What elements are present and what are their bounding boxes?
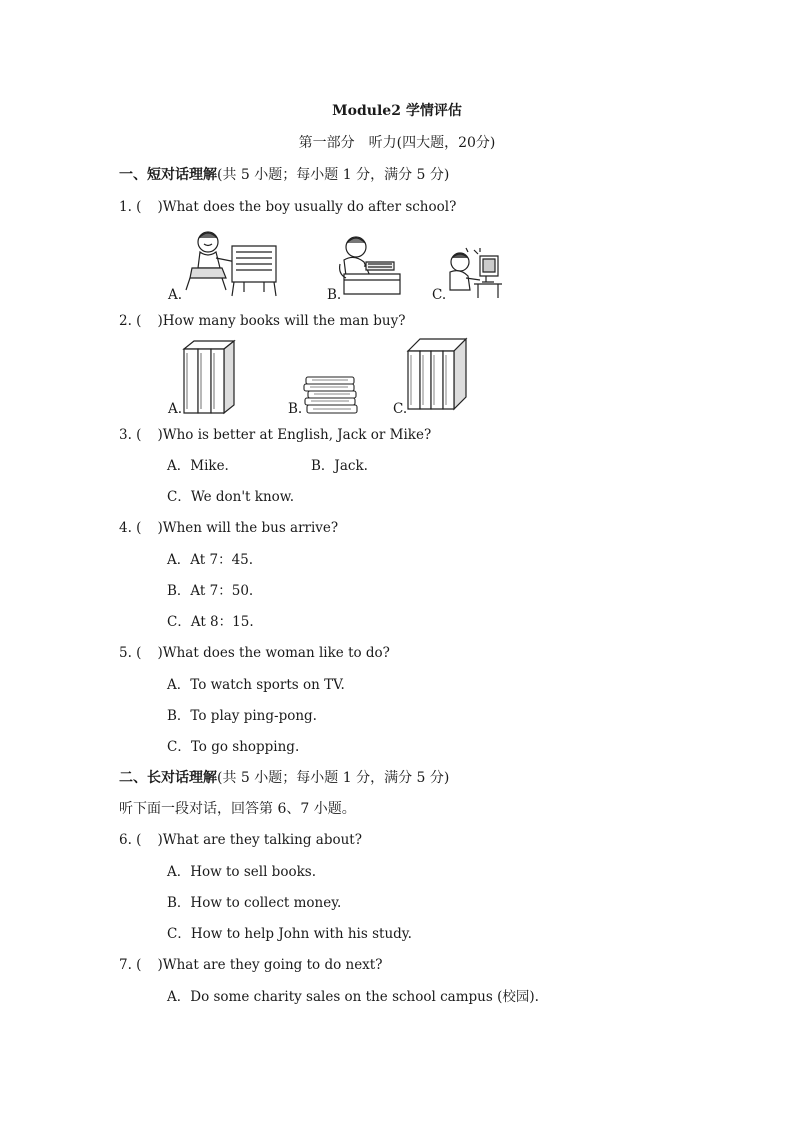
question-4-number: 4. ( xyxy=(119,520,142,536)
question-4 xyxy=(119,520,338,536)
question-4-option-a[interactable]: A．At 7：45. xyxy=(167,552,254,568)
question-5-option-c[interactable]: C．To go shopping. xyxy=(167,739,300,755)
question-2-option-b-label[interactable]: B. xyxy=(288,401,303,417)
question-1-number: 1. ( xyxy=(119,199,142,215)
question-1-text: What does the boy usually do after school? xyxy=(162,199,457,215)
question-7-bracket: ) xyxy=(157,957,163,973)
question-7-number: 7. ( xyxy=(119,957,142,973)
question-6-bracket: ) xyxy=(157,832,163,848)
boy-playing-computer-image xyxy=(444,246,506,300)
four-books-image xyxy=(406,335,468,415)
question-1-option-b-label[interactable]: B. xyxy=(327,287,342,303)
dialogue-instruction: 听下面一段对话，回答第 6、7 小题。 xyxy=(119,801,356,817)
three-books-image xyxy=(182,337,238,417)
question-7-option-a[interactable]: A．Do some charity sales on the school campus (校园). xyxy=(167,989,539,1005)
question-5-number: 5. ( xyxy=(119,645,142,661)
page-title: Module2 学情评估 xyxy=(332,103,462,119)
question-4-option-c[interactable]: C．At 8：15. xyxy=(167,614,254,630)
boy-writing-at-desk-image xyxy=(336,234,402,298)
question-5-option-a[interactable]: A．To watch sports on TV. xyxy=(167,677,345,693)
question-6-option-c[interactable]: C．How to help John with his study. xyxy=(167,926,412,942)
section-1-note: (共 5 小题；每小题 1 分，满分 5 分) xyxy=(217,167,450,183)
question-7-text: What are they going to do next? xyxy=(162,957,383,973)
question-5-bracket: ) xyxy=(157,645,163,661)
question-5-text: What does the woman like to do? xyxy=(162,645,390,661)
section-2-note: (共 5 小题；每小题 1 分，满分 5 分) xyxy=(217,770,450,786)
question-1 xyxy=(119,199,456,215)
question-6-number: 6. ( xyxy=(119,832,142,848)
question-6-option-a[interactable]: A．How to sell books. xyxy=(167,864,316,880)
question-7 xyxy=(119,957,382,973)
question-3 xyxy=(119,427,431,443)
boy-at-piano-image xyxy=(182,228,282,298)
question-1-option-c-label[interactable]: C. xyxy=(432,287,447,303)
question-2-number: 2. ( xyxy=(119,313,142,329)
question-3-option-c[interactable]: C．We don't know. xyxy=(167,489,295,505)
question-1-option-a-label[interactable]: A. xyxy=(168,287,183,303)
five-books-image xyxy=(302,375,360,415)
question-4-option-b[interactable]: B．At 7：50. xyxy=(167,583,254,599)
section-1-label: 一、短对话理解 xyxy=(119,167,217,183)
question-3-text: Who is better at English, Jack or Mike? xyxy=(162,427,432,443)
section-1-heading xyxy=(119,167,449,183)
question-1-bracket: ) xyxy=(157,199,163,215)
question-5-option-b[interactable]: B．To play ping-pong. xyxy=(167,708,317,724)
question-6 xyxy=(119,832,362,848)
question-3-option-a[interactable]: A．Mike. xyxy=(167,458,229,474)
section-2-label: 二、长对话理解 xyxy=(119,770,217,786)
question-3-number: 3. ( xyxy=(119,427,142,443)
question-2-text: How many books will the man buy? xyxy=(162,313,406,329)
question-3-bracket: ) xyxy=(157,427,163,443)
part-heading: 第一部分 听力(四大题，20分) xyxy=(298,135,496,151)
question-6-text: What are they talking about? xyxy=(162,832,362,848)
question-6-option-b[interactable]: B．How to collect money. xyxy=(167,895,342,911)
section-2-heading xyxy=(119,770,449,786)
question-4-text: When will the bus arrive? xyxy=(162,520,339,536)
question-4-bracket: ) xyxy=(157,520,163,536)
question-2-option-c-label[interactable]: C. xyxy=(393,401,408,417)
question-2-option-a-label[interactable]: A. xyxy=(168,401,183,417)
question-2 xyxy=(119,313,405,329)
question-2-bracket: ) xyxy=(157,313,163,329)
question-3-option-b[interactable]: B．Jack. xyxy=(311,458,368,474)
question-5 xyxy=(119,645,390,661)
